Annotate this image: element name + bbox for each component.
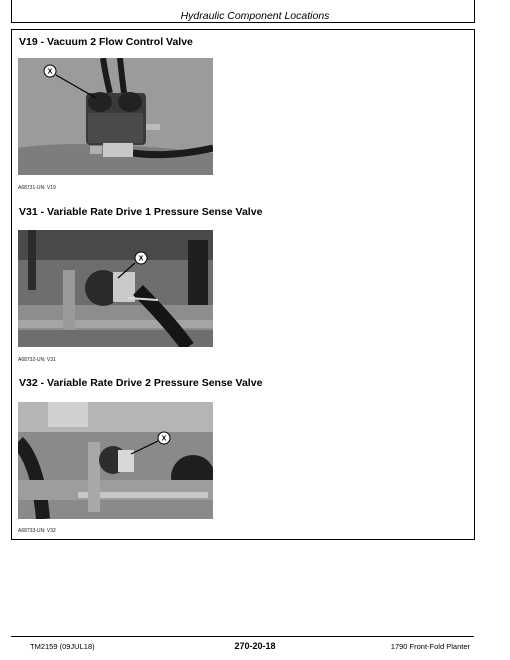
section-title-v31: V31 - Variable Rate Drive 1 Pressure Sense Valve [19,206,263,218]
photo-v32-valve [18,402,213,519]
caption-v19: A68731-UN: V19 [18,185,56,191]
caption-v32: A68733-UN: V32 [18,528,56,534]
caption-v31: A68732-UN: V31 [18,357,56,363]
section-title-v19: V19 - Vacuum 2 Flow Control Valve [19,36,193,48]
section-title-v32: V32 - Variable Rate Drive 2 Pressure Sense Valve [19,377,263,389]
photo-v31-valve [18,230,213,347]
footer-product-name: 1790 Front-Fold Planter [390,642,470,651]
content-box [11,29,475,540]
page-header-title: Hydraulic Component Locations [180,10,330,22]
footer-page-number: 270-20-18 [234,641,276,651]
photo-v19-valve [18,58,213,175]
callout-x-v31: X [138,255,144,263]
footer-rule [11,636,474,637]
callout-x-v19: X [47,68,53,76]
callout-x-v32: X [161,435,167,443]
footer-doc-id: TM2159 (09JUL18) [30,642,95,651]
